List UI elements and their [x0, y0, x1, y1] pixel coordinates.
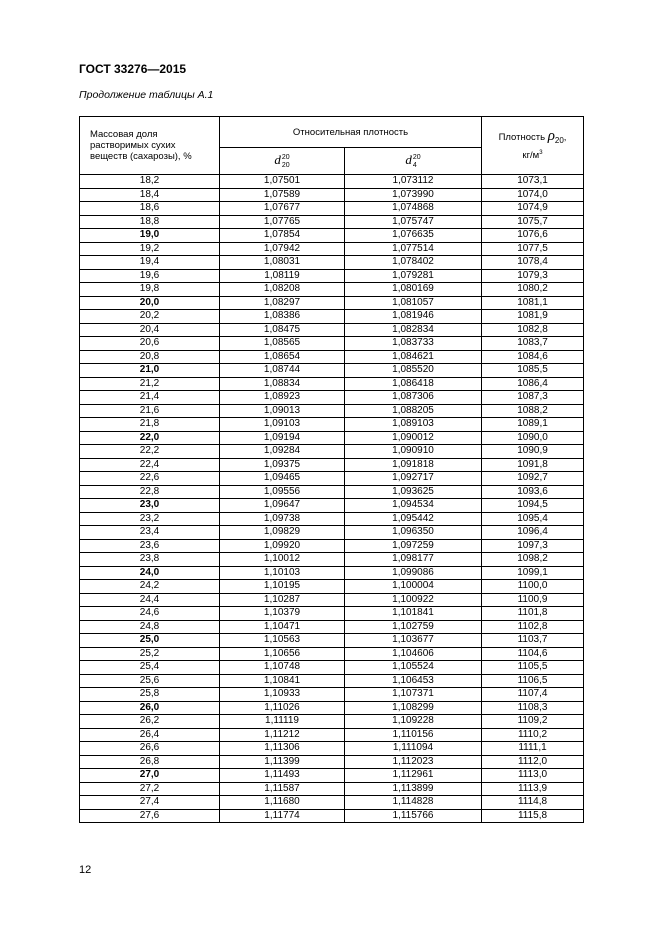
- cell-d20-4: 1,087306: [345, 391, 482, 405]
- table-row: [80, 647, 584, 661]
- table-row: [80, 391, 584, 405]
- cell-d20-4: 1,074868: [345, 202, 482, 216]
- cell-d20-20: 1,09013: [220, 404, 345, 418]
- cell-d20-4: 1,102759: [345, 620, 482, 634]
- cell-mass-fraction: 20,6: [80, 337, 220, 351]
- cell-d20-4: 1,108299: [345, 701, 482, 715]
- cell-d20-4: 1,107371: [345, 688, 482, 702]
- cell-d20-4: 1,083733: [345, 337, 482, 351]
- table-row: [80, 472, 584, 486]
- cell-d20-20: 1,09920: [220, 539, 345, 553]
- cell-d20-4: 1,095442: [345, 512, 482, 526]
- table-row: [80, 580, 584, 594]
- column-header-d20-20: [220, 148, 345, 175]
- table-row: [80, 269, 584, 283]
- table-row: [80, 242, 584, 256]
- cell-d20-20: 1,09829: [220, 526, 345, 540]
- table-row: [80, 728, 584, 742]
- cell-d20-4: 1,106453: [345, 674, 482, 688]
- cell-d20-4: 1,088205: [345, 404, 482, 418]
- cell-mass-fraction: 23,8: [80, 553, 220, 567]
- table-row: [80, 431, 584, 445]
- cell-d20-20: 1,08565: [220, 337, 345, 351]
- cell-mass-fraction: 19,8: [80, 283, 220, 297]
- cell-density: 1086,4: [482, 377, 584, 391]
- cell-mass-fraction: 24,2: [80, 580, 220, 594]
- cell-mass-fraction: 25,4: [80, 661, 220, 675]
- cell-d20-20: 1,11399: [220, 755, 345, 769]
- cell-d20-4: 1,112023: [345, 755, 482, 769]
- table-row: [80, 526, 584, 540]
- cell-density: 1109,2: [482, 715, 584, 729]
- table-row: [80, 310, 584, 324]
- cell-mass-fraction: 26,4: [80, 728, 220, 742]
- cell-density: 1082,8: [482, 323, 584, 337]
- table-row: [80, 323, 584, 337]
- cell-d20-20: 1,10841: [220, 674, 345, 688]
- cell-mass-fraction: 21,0: [80, 364, 220, 378]
- cell-d20-20: 1,10379: [220, 607, 345, 621]
- table-row: [80, 350, 584, 364]
- d4-symbol: d: [405, 152, 412, 168]
- cell-density: 1094,5: [482, 499, 584, 513]
- cell-density: 1074,0: [482, 188, 584, 202]
- density-comma: ,: [563, 131, 567, 143]
- cell-d20-20: 1,08386: [220, 310, 345, 324]
- table-row: [80, 796, 584, 810]
- cell-mass-fraction: 27,6: [80, 809, 220, 823]
- cell-d20-4: 1,081057: [345, 296, 482, 310]
- cell-density: 1095,4: [482, 512, 584, 526]
- cell-d20-20: 1,10471: [220, 620, 345, 634]
- rho-symbol: ρ: [547, 127, 555, 144]
- cell-mass-fraction: 21,2: [80, 377, 220, 391]
- table-row: [80, 755, 584, 769]
- cell-density: 1111,1: [482, 742, 584, 756]
- cell-d20-20: 1,09556: [220, 485, 345, 499]
- d20-superscript: 20: [281, 153, 290, 161]
- cell-density: 1104,6: [482, 647, 584, 661]
- table-row: [80, 701, 584, 715]
- cell-mass-fraction: 19,2: [80, 242, 220, 256]
- cell-d20-4: 1,078402: [345, 256, 482, 270]
- cell-d20-20: 1,08923: [220, 391, 345, 405]
- cell-d20-4: 1,081946: [345, 310, 482, 324]
- cell-density: 1113,9: [482, 782, 584, 796]
- cell-mass-fraction: 19,6: [80, 269, 220, 283]
- document-code: ГОСТ 33276—2015: [79, 62, 187, 76]
- cell-d20-4: 1,101841: [345, 607, 482, 621]
- cell-density: 1115,8: [482, 809, 584, 823]
- cell-mass-fraction: 20,8: [80, 350, 220, 364]
- table-row: [80, 256, 584, 270]
- cell-mass-fraction: 18,2: [80, 175, 220, 189]
- cell-mass-fraction: 25,0: [80, 634, 220, 648]
- cell-d20-20: 1,09738: [220, 512, 345, 526]
- cell-d20-20: 1,10933: [220, 688, 345, 702]
- cell-density: 1100,0: [482, 580, 584, 594]
- cell-density: 1090,0: [482, 431, 584, 445]
- cell-mass-fraction: 23,2: [80, 512, 220, 526]
- table-row: [80, 485, 584, 499]
- cell-d20-20: 1,11774: [220, 809, 345, 823]
- cell-d20-4: 1,096350: [345, 526, 482, 540]
- cell-d20-20: 1,11680: [220, 796, 345, 810]
- table-row: [80, 715, 584, 729]
- cell-d20-20: 1,08744: [220, 364, 345, 378]
- table-row: [80, 661, 584, 675]
- cell-d20-20: 1,11493: [220, 769, 345, 783]
- cell-d20-4: 1,112961: [345, 769, 482, 783]
- cell-d20-20: 1,07765: [220, 215, 345, 229]
- cell-density: 1114,8: [482, 796, 584, 810]
- cell-mass-fraction: 18,4: [80, 188, 220, 202]
- cell-density: 1096,4: [482, 526, 584, 540]
- cell-mass-fraction: 21,6: [80, 404, 220, 418]
- cell-mass-fraction: 22,4: [80, 458, 220, 472]
- cell-d20-20: 1,07677: [220, 202, 345, 216]
- table-row: [80, 769, 584, 783]
- cell-d20-4: 1,105524: [345, 661, 482, 675]
- table-row: [80, 418, 584, 432]
- table-row: [80, 188, 584, 202]
- table-row: [80, 215, 584, 229]
- cell-d20-4: 1,090910: [345, 445, 482, 459]
- table-row: [80, 593, 584, 607]
- d20-subscript: 20: [281, 161, 290, 169]
- cell-d20-4: 1,089103: [345, 418, 482, 432]
- cell-mass-fraction: 20,4: [80, 323, 220, 337]
- cell-density: 1098,2: [482, 553, 584, 567]
- table-body: [80, 175, 584, 823]
- table-row: [80, 458, 584, 472]
- cell-d20-4: 1,110156: [345, 728, 482, 742]
- cell-d20-4: 1,073112: [345, 175, 482, 189]
- cell-d20-4: 1,109228: [345, 715, 482, 729]
- cell-density: 1107,4: [482, 688, 584, 702]
- cell-density: 1093,6: [482, 485, 584, 499]
- cell-density: 1081,9: [482, 310, 584, 324]
- cell-density: 1088,2: [482, 404, 584, 418]
- table-row: [80, 607, 584, 621]
- cell-density: 1099,1: [482, 566, 584, 580]
- cell-d20-4: 1,104606: [345, 647, 482, 661]
- cell-d20-20: 1,09103: [220, 418, 345, 432]
- table-row: [80, 620, 584, 634]
- cell-mass-fraction: 25,8: [80, 688, 220, 702]
- cell-d20-20: 1,08654: [220, 350, 345, 364]
- table-row: [80, 283, 584, 297]
- cell-density: 1074,9: [482, 202, 584, 216]
- d4-subscript: 4: [412, 161, 417, 169]
- table-row: [80, 175, 584, 189]
- cell-d20-4: 1,084621: [345, 350, 482, 364]
- cell-d20-4: 1,092717: [345, 472, 482, 486]
- table-row: [80, 512, 584, 526]
- cell-d20-4: 1,103677: [345, 634, 482, 648]
- cell-d20-4: 1,094534: [345, 499, 482, 513]
- cell-d20-20: 1,08031: [220, 256, 345, 270]
- cell-mass-fraction: 24,0: [80, 566, 220, 580]
- table-row: [80, 809, 584, 823]
- cell-density: 1108,3: [482, 701, 584, 715]
- cell-d20-20: 1,10656: [220, 647, 345, 661]
- d20-indices: [282, 154, 290, 170]
- density-table: [79, 116, 584, 823]
- cell-density: 1079,3: [482, 269, 584, 283]
- cell-density: 1077,5: [482, 242, 584, 256]
- table-row: [80, 688, 584, 702]
- cell-d20-4: 1,091818: [345, 458, 482, 472]
- d20-symbol: d: [274, 152, 281, 168]
- cell-density: 1081,1: [482, 296, 584, 310]
- cell-density: 1073,1: [482, 175, 584, 189]
- cell-d20-20: 1,11119: [220, 715, 345, 729]
- cell-d20-20: 1,07942: [220, 242, 345, 256]
- cell-d20-20: 1,08208: [220, 283, 345, 297]
- cell-mass-fraction: 23,6: [80, 539, 220, 553]
- table-row: [80, 539, 584, 553]
- cell-d20-20: 1,09375: [220, 458, 345, 472]
- cell-mass-fraction: 21,8: [80, 418, 220, 432]
- cell-density: 1102,8: [482, 620, 584, 634]
- table-row: [80, 337, 584, 351]
- cell-d20-20: 1,11212: [220, 728, 345, 742]
- d4-superscript: 20: [412, 153, 421, 161]
- cell-d20-20: 1,09194: [220, 431, 345, 445]
- cell-mass-fraction: 19,4: [80, 256, 220, 270]
- cell-d20-4: 1,093625: [345, 485, 482, 499]
- table-header: [80, 117, 584, 175]
- cell-d20-20: 1,09284: [220, 445, 345, 459]
- cell-density: 1084,6: [482, 350, 584, 364]
- cell-d20-4: 1,113899: [345, 782, 482, 796]
- cell-d20-20: 1,11026: [220, 701, 345, 715]
- cell-mass-fraction: 24,8: [80, 620, 220, 634]
- cell-density: 1075,7: [482, 215, 584, 229]
- cell-d20-20: 1,11587: [220, 782, 345, 796]
- cell-density: 1083,7: [482, 337, 584, 351]
- cell-mass-fraction: 24,6: [80, 607, 220, 621]
- cell-d20-20: 1,10563: [220, 634, 345, 648]
- cell-density: 1092,7: [482, 472, 584, 486]
- cell-mass-fraction: 20,0: [80, 296, 220, 310]
- cell-d20-20: 1,09647: [220, 499, 345, 513]
- cell-mass-fraction: 21,4: [80, 391, 220, 405]
- cell-density: 1087,3: [482, 391, 584, 405]
- cell-density: 1097,3: [482, 539, 584, 553]
- column-header-mass-fraction: Массовая доля растворимых сухих веществ (сахарозы), %: [80, 117, 220, 175]
- table-row: [80, 229, 584, 243]
- cell-d20-4: 1,082834: [345, 323, 482, 337]
- cell-d20-4: 1,090012: [345, 431, 482, 445]
- cell-d20-20: 1,10103: [220, 566, 345, 580]
- table-row: [80, 553, 584, 567]
- cell-d20-4: 1,079281: [345, 269, 482, 283]
- cell-d20-20: 1,09465: [220, 472, 345, 486]
- cell-mass-fraction: 26,2: [80, 715, 220, 729]
- cell-mass-fraction: 22,8: [80, 485, 220, 499]
- cell-d20-4: 1,115766: [345, 809, 482, 823]
- cell-mass-fraction: 22,6: [80, 472, 220, 486]
- cell-density: 1091,8: [482, 458, 584, 472]
- table-row: [80, 634, 584, 648]
- page-number: 12: [79, 864, 92, 876]
- cell-mass-fraction: 22,2: [80, 445, 220, 459]
- cell-d20-20: 1,10012: [220, 553, 345, 567]
- cell-mass-fraction: 26,0: [80, 701, 220, 715]
- table-row: [80, 377, 584, 391]
- cell-density: 1078,4: [482, 256, 584, 270]
- cell-d20-4: 1,076635: [345, 229, 482, 243]
- table-row: [80, 566, 584, 580]
- cell-d20-20: 1,10748: [220, 661, 345, 675]
- table-row: [80, 674, 584, 688]
- cell-density: 1101,8: [482, 607, 584, 621]
- table-row: [80, 404, 584, 418]
- cell-mass-fraction: 23,0: [80, 499, 220, 513]
- cell-density: 1110,2: [482, 728, 584, 742]
- cell-mass-fraction: 22,0: [80, 431, 220, 445]
- table-row: [80, 202, 584, 216]
- cell-d20-20: 1,08119: [220, 269, 345, 283]
- cell-mass-fraction: 20,2: [80, 310, 220, 324]
- cell-density: 1080,2: [482, 283, 584, 297]
- cell-density: 1085,5: [482, 364, 584, 378]
- cell-d20-20: 1,07589: [220, 188, 345, 202]
- cell-mass-fraction: 23,4: [80, 526, 220, 540]
- table-row: [80, 742, 584, 756]
- cell-d20-4: 1,080169: [345, 283, 482, 297]
- cell-density: 1112,0: [482, 755, 584, 769]
- cell-d20-20: 1,10287: [220, 593, 345, 607]
- cell-density: 1106,5: [482, 674, 584, 688]
- cell-d20-20: 1,11306: [220, 742, 345, 756]
- cell-d20-4: 1,086418: [345, 377, 482, 391]
- cell-d20-4: 1,098177: [345, 553, 482, 567]
- cell-mass-fraction: 25,2: [80, 647, 220, 661]
- cell-d20-4: 1,073990: [345, 188, 482, 202]
- column-header-density: [482, 117, 584, 175]
- cell-d20-4: 1,100004: [345, 580, 482, 594]
- cell-mass-fraction: 24,4: [80, 593, 220, 607]
- cell-d20-20: 1,07854: [220, 229, 345, 243]
- cell-mass-fraction: 18,6: [80, 202, 220, 216]
- cell-density: 1105,5: [482, 661, 584, 675]
- cell-d20-20: 1,10195: [220, 580, 345, 594]
- rho-subscript: 20: [554, 135, 564, 145]
- cell-d20-4: 1,077514: [345, 242, 482, 256]
- cell-d20-4: 1,085520: [345, 364, 482, 378]
- column-header-d20-4: [345, 148, 482, 175]
- cell-d20-4: 1,099086: [345, 566, 482, 580]
- cell-mass-fraction: 27,2: [80, 782, 220, 796]
- table-row: [80, 296, 584, 310]
- cell-d20-20: 1,08834: [220, 377, 345, 391]
- d4-indices: [413, 154, 421, 170]
- density-label: Плотность: [498, 131, 546, 143]
- cell-mass-fraction: 27,4: [80, 796, 220, 810]
- cell-d20-20: 1,07501: [220, 175, 345, 189]
- cell-d20-4: 1,097259: [345, 539, 482, 553]
- density-unit-exponent: 3: [539, 149, 543, 156]
- table-row: [80, 782, 584, 796]
- table-continuation-caption: Продолжение таблицы А.1: [79, 89, 214, 101]
- cell-density: 1113,0: [482, 769, 584, 783]
- cell-d20-20: 1,08297: [220, 296, 345, 310]
- cell-density: 1076,6: [482, 229, 584, 243]
- cell-mass-fraction: 25,6: [80, 674, 220, 688]
- density-unit: кг/м: [522, 149, 540, 161]
- table-row: [80, 364, 584, 378]
- cell-mass-fraction: 19,0: [80, 229, 220, 243]
- cell-d20-4: 1,075747: [345, 215, 482, 229]
- cell-mass-fraction: 26,6: [80, 742, 220, 756]
- cell-density: 1089,1: [482, 418, 584, 432]
- column-header-relative-density: Относительная плотность: [220, 117, 482, 148]
- cell-d20-20: 1,08475: [220, 323, 345, 337]
- cell-mass-fraction: 27,0: [80, 769, 220, 783]
- cell-d20-4: 1,114828: [345, 796, 482, 810]
- cell-density: 1100,9: [482, 593, 584, 607]
- cell-d20-4: 1,111094: [345, 742, 482, 756]
- table-row: [80, 445, 584, 459]
- cell-density: 1103,7: [482, 634, 584, 648]
- table-row: [80, 499, 584, 513]
- cell-mass-fraction: 18,8: [80, 215, 220, 229]
- cell-d20-4: 1,100922: [345, 593, 482, 607]
- cell-mass-fraction: 26,8: [80, 755, 220, 769]
- cell-density: 1090,9: [482, 445, 584, 459]
